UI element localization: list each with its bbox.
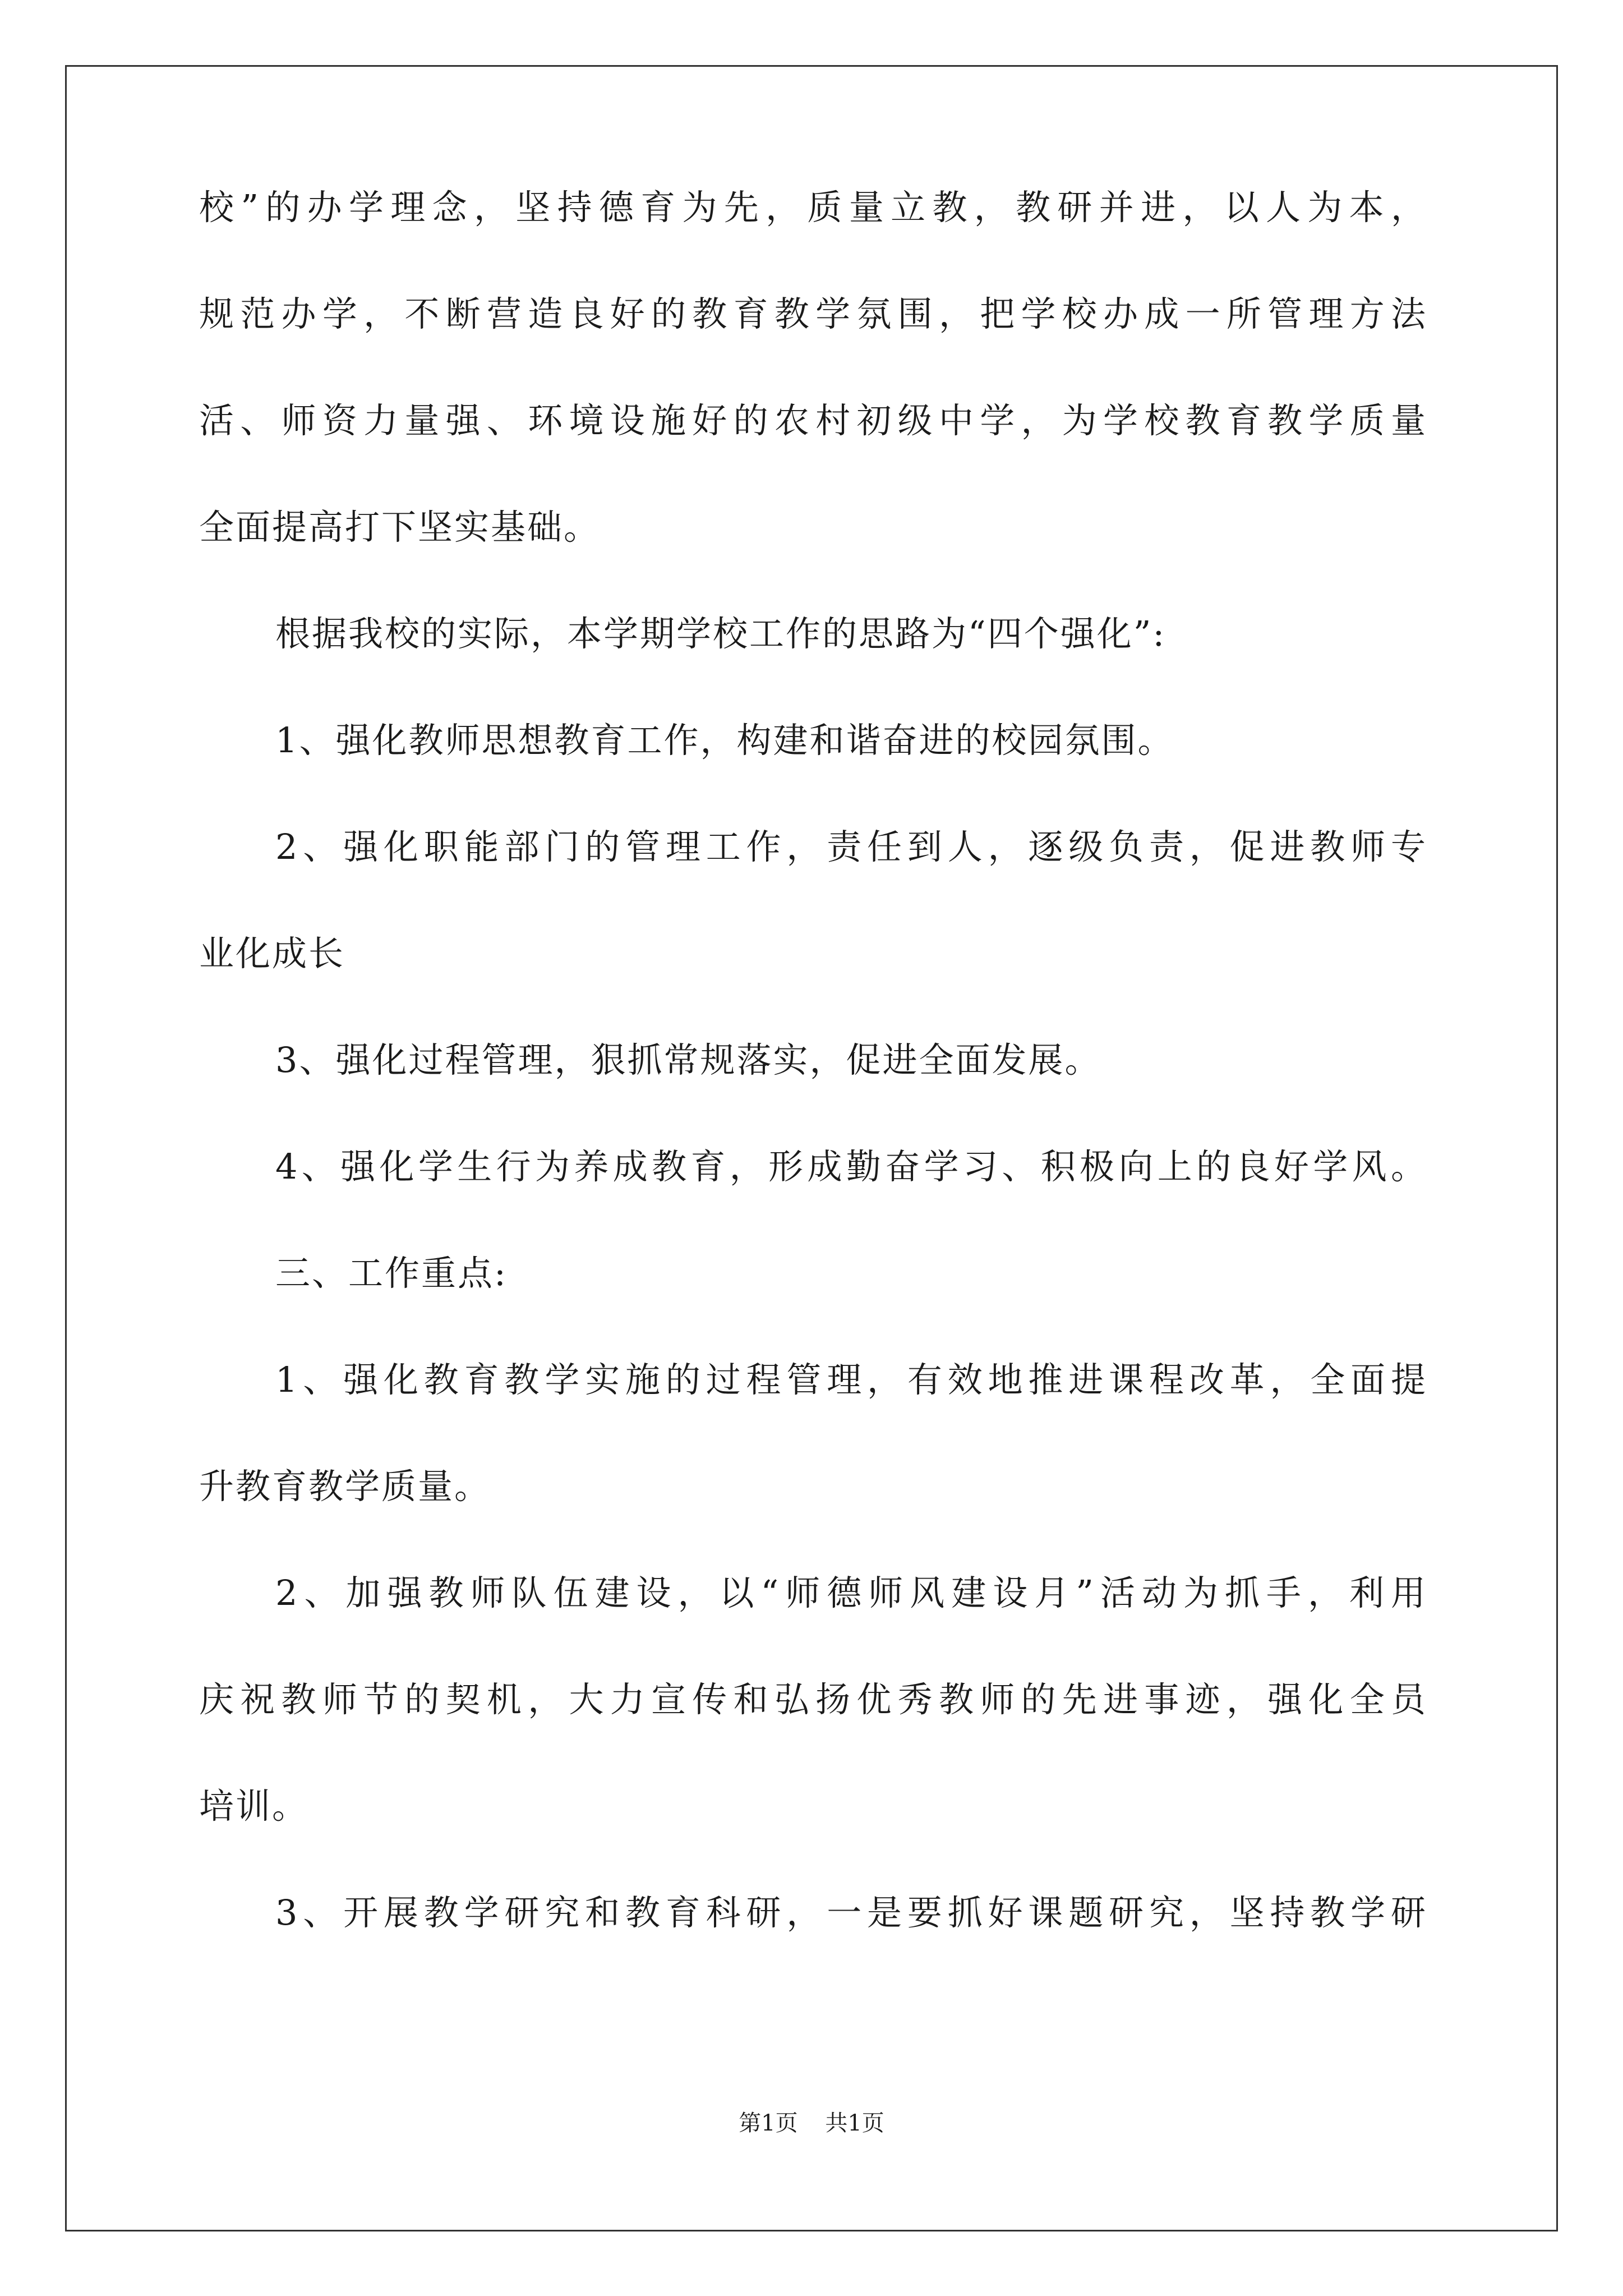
text-line: 全面提高打下坚实基础。 xyxy=(199,507,601,547)
paragraph-start: 3、强化过程管理，狠抓常规落实，促进全面发展。 xyxy=(275,1039,1101,1080)
paragraph-start: 1、强化教育教学实施的过程管理，有效地推进课程改革，全面提 xyxy=(275,1359,1427,1400)
text-line: 校”的办学理念，坚持德育为先，质量立教，教研并进，以人为本， xyxy=(199,187,1427,228)
section-heading: 三、工作重点: xyxy=(275,1253,508,1294)
paragraph-start: 3、开展教学研究和教育科研，一是要抓好课题研究，坚持教学研 xyxy=(275,1892,1427,1933)
paragraph-start: 2、加强教师队伍建设，以“师德师风建设月”活动为抓手，利用 xyxy=(275,1572,1427,1613)
text-line: 活、师资力量强、环境设施好的农村初级中学，为学校教育教学质量 xyxy=(199,400,1427,441)
text-line: 培训。 xyxy=(199,1786,309,1826)
paragraph-start: 4、强化学生行为养成教育，形成勤奋学习、积极向上的良好学风。 xyxy=(275,1146,1427,1187)
text-line: 升教育教学质量。 xyxy=(199,1466,491,1507)
page-footer xyxy=(0,2106,1623,2140)
text-line: 业化成长 xyxy=(199,933,345,974)
paragraph-start: 根据我校的实际，本学期学校工作的思路为“四个强化”: xyxy=(275,613,1166,654)
text-line: 庆祝教师节的契机，大力宣传和弘扬优秀教师的先进事迹，强化全员 xyxy=(199,1679,1427,1720)
paragraph-start: 1、强化教师思想教育工作，构建和谐奋进的校园氛围。 xyxy=(275,720,1174,761)
paragraph-start: 2、强化职能部门的管理工作，责任到人，逐级负责，促进教师专 xyxy=(275,826,1427,867)
text-line: 规范办学，不断营造良好的教育教学氛围，把学校办成一所管理方法 xyxy=(199,293,1427,334)
page-number: 第1页 xyxy=(739,2110,798,2136)
page-total: 共1页 xyxy=(825,2110,884,2136)
